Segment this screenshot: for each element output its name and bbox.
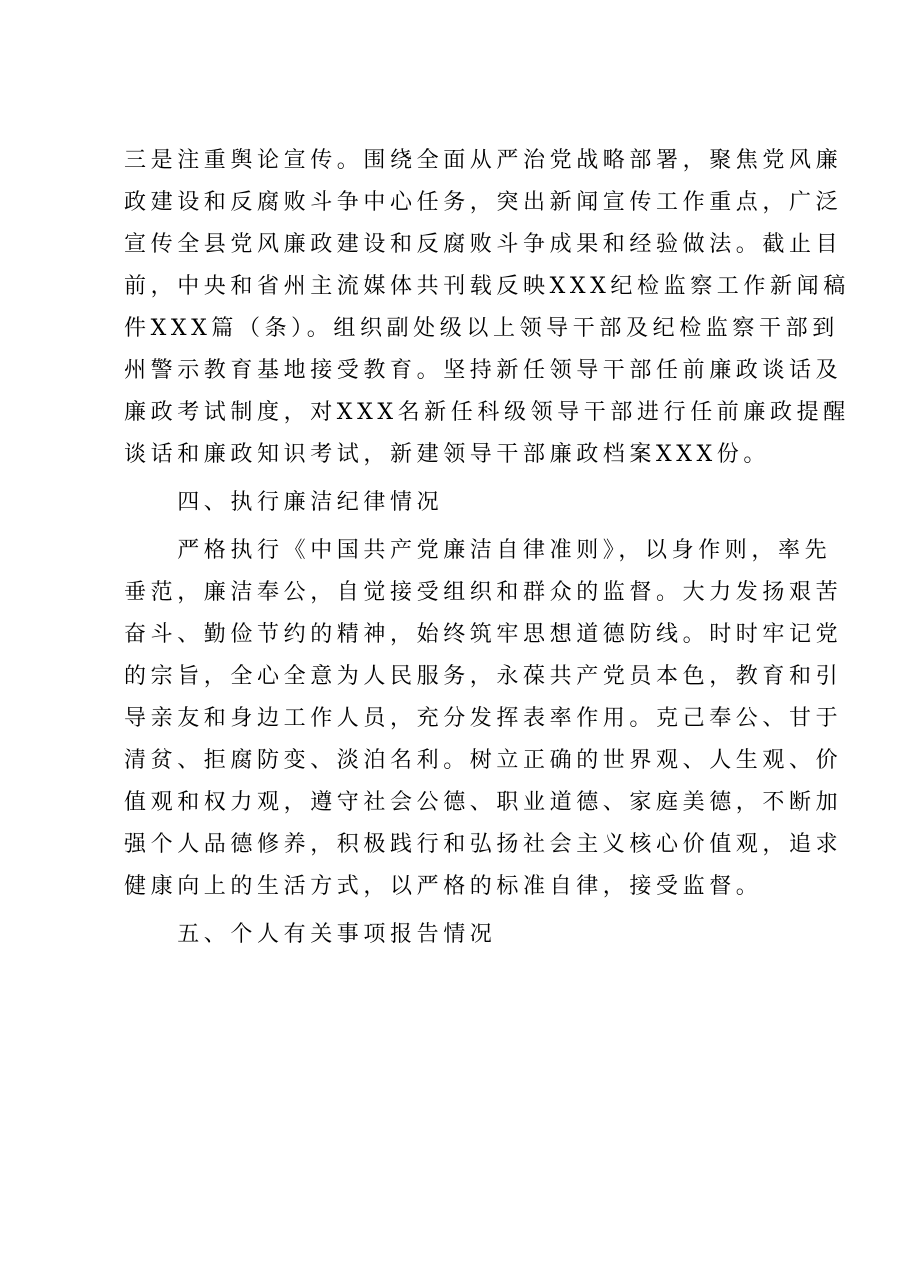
text-line: 清贫、拒腐防变、淡泊名利。树立正确的世界观、人生观、价 <box>124 748 843 773</box>
document-body <box>124 140 850 956</box>
text-line: 宣传全县党风廉政建设和反腐败斗争成果和经验做法。截止目 <box>124 232 843 257</box>
text-line: 的宗旨，全心全意为人民服务，永葆共产党员本色，教育和引 <box>124 664 843 689</box>
text-line: 值观和权力观，遵守社会公德、职业道德、家庭美德，不断加 <box>124 790 843 815</box>
text-line: 州警示教育基地接受教育。坚持新任领导干部任前廉政谈话及 <box>124 358 843 383</box>
text-line: 垂范，廉洁奉公，自觉接受组织和群众的监督。大力发扬艰苦 <box>124 580 843 605</box>
section-heading-4: 四、执行廉洁纪律情况 <box>124 490 444 515</box>
text-line: 导亲友和身边工作人员，充分发挥表率作用。克己奉公、甘于 <box>124 706 843 731</box>
text-line: 谈话和廉政知识考试，新建领导干部廉政档案XXX份。 <box>124 442 770 467</box>
text-line: 强个人品德修养，积极践行和弘扬社会主义核心价值观，追求 <box>124 832 843 857</box>
text-line: 奋斗、勤俭节约的精神，始终筑牢思想道德防线。时时牢记党 <box>124 622 843 647</box>
text-line: 三是注重舆论宣传。围绕全面从严治党战略部署，聚焦党风廉 <box>124 148 843 173</box>
section-heading-5: 五、个人有关事项报告情况 <box>124 922 497 947</box>
text-line: 严格执行《中国共产党廉洁自律准则》，以身作则，率先 <box>124 538 832 563</box>
text-line: 件XXX篇（条）。组织副处级以上领导干部及纪检监察干部到 <box>124 316 839 341</box>
text-line: 前，中央和省州主流媒体共刊载反映XXX纪检监察工作新闻稿 <box>124 274 850 299</box>
text-line: 政建设和反腐败斗争中心任务，突出新闻宣传工作重点，广泛 <box>124 190 843 215</box>
text-line: 健康向上的生活方式，以严格的标准自律，接受监督。 <box>124 874 763 899</box>
text-line: 廉政考试制度，对XXX名新任科级领导干部进行任前廉政提醒 <box>124 400 850 425</box>
